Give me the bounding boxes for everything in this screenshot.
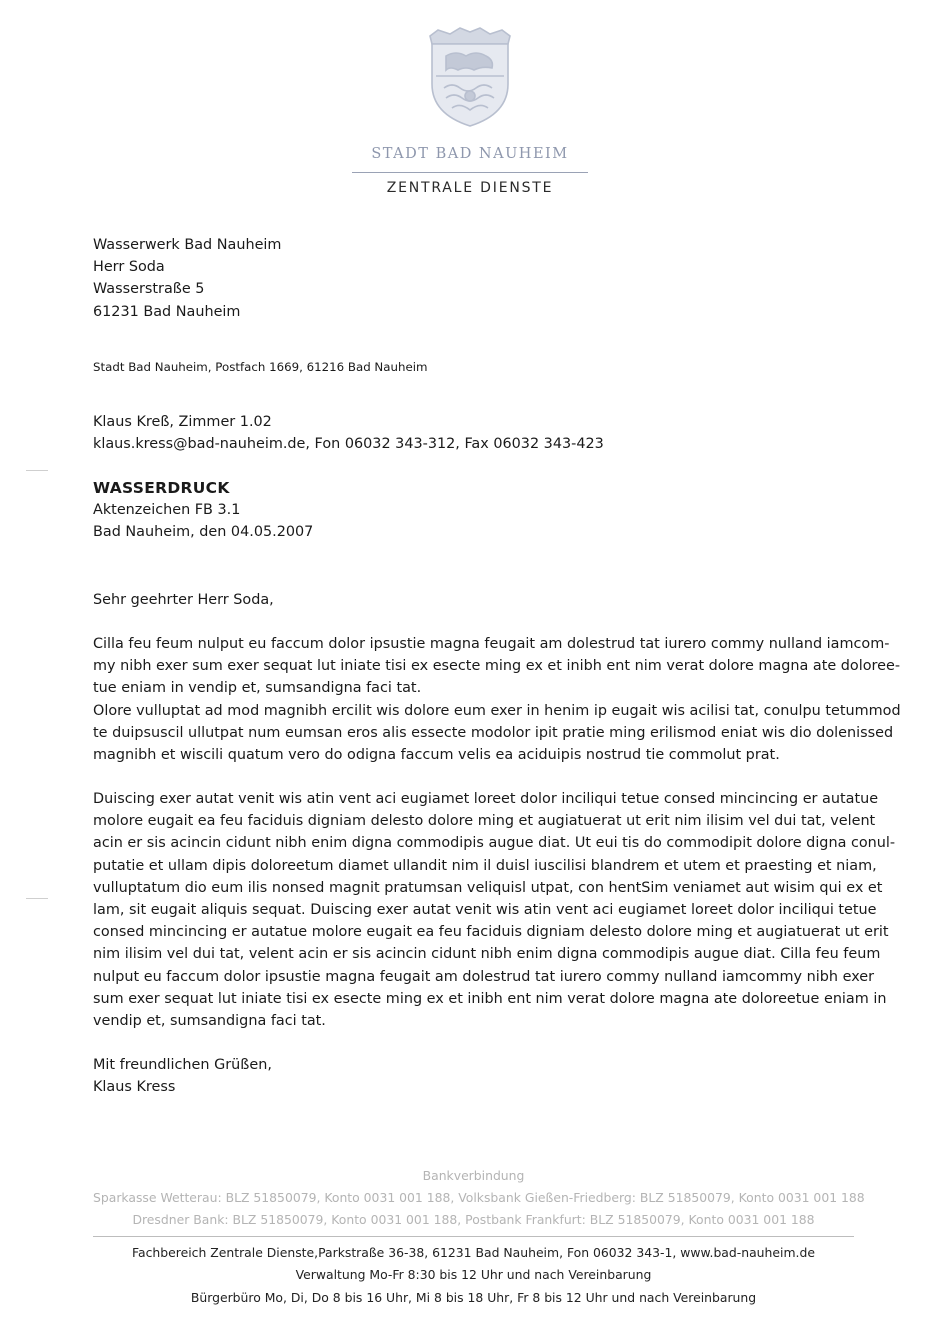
organization-name: STADT BAD NAUHEIM	[371, 146, 569, 162]
footer-hours-citizen-office: Bürgerbüro Mo, Di, Do 8 bis 16 Uhr, Mi 8 bis 18 Uhr, Fr 8 bis 12 Uhr und nach Vereinbarung	[190, 1290, 757, 1305]
footer-hours-administration: Verwaltung Mo-Fr 8:30 bis 12 Uhr und nach Vereinbarung	[295, 1267, 652, 1282]
bank-details-line: Sparkasse Wetterau: BLZ 51850079, Konto 0031 001 188, Volksbank Gießen-Friedberg: BLZ 51850079, Konto 0031 001 188	[93, 1190, 865, 1205]
body-line: putatie et ullam dipis doloreetum diamet ullandit nim il duisl iuscilisi blandrem et utem et praesting et niam,	[93, 857, 877, 874]
contact-details: klaus.kress@bad-nauheim.de, Fon 06032 343-312, Fax 06032 343-423	[93, 436, 604, 453]
header-divider	[352, 172, 588, 173]
fold-mark-bottom	[26, 898, 48, 899]
letter-meta	[93, 477, 313, 544]
recipient-line: Wasserwerk Bad Nauheim	[93, 237, 282, 253]
sender-return-address: Stadt Bad Nauheim, Postfach 1669, 61216 Bad Nauheim	[93, 360, 428, 374]
bank-details-title: Bankverbindung	[422, 1168, 525, 1183]
body-line: Cilla feu feum nulput eu faccum dolor ipsustie magna feugait am dolestrud tat iurero commy nulland iamcom-	[93, 636, 890, 652]
recipient-address	[93, 234, 281, 323]
recipient-line: Wasserstraße 5	[93, 281, 205, 298]
contact-name-room: Klaus Kreß, Zimmer 1.02	[93, 414, 272, 430]
body-line: molore eugait ea feu faciduis digniam delesto dolore ming et augiatuerat ut erit nim ilisim vel dui tat, velent	[93, 813, 876, 830]
body-line: magnibh et wiscili quatum vero do odigna faccum velis ea aciduipis nostrud tie commolut prat.	[93, 747, 780, 764]
body-line: lam, sit eugait aliquis sequat. Duiscing exer autat venit wis atin vent aci eugiamet loreet dolor inciliqui tetue	[93, 902, 877, 919]
recipient-line: Herr Soda	[93, 259, 165, 276]
contact-block	[93, 411, 604, 455]
bank-details-line: Dresdner Bank: BLZ 51850079, Konto 0031 001 188, Postbank Frankfurt: BLZ 51850079, Konto 0031 001 188	[132, 1212, 815, 1227]
department-name: ZENTRALE DIENSTE	[386, 180, 554, 196]
salutation	[93, 589, 274, 611]
recipient-line: 61231 Bad Nauheim	[93, 303, 241, 320]
salutation-text: Sehr geehrter Herr Soda,	[93, 592, 274, 608]
closing-greeting: Mit freundlichen Grüßen,	[93, 1057, 272, 1073]
body-line: nulput eu faccum dolor ipsustie magna feugait am dolestrud tat iurero commy nulland iamcommy nibh exer	[93, 968, 875, 985]
footer-divider	[93, 1236, 854, 1237]
coat-of-arms-icon	[422, 26, 518, 130]
fold-mark-top	[26, 470, 48, 471]
signature-name: Klaus Kress	[93, 1079, 176, 1096]
body-line: te duipsuscil ullutpat num eumsan eros alis essecte modolor ipit pratie ming erilismod eniat wis dio dolenissed	[93, 724, 894, 741]
body-line: tue eniam in vendip et, sumsandigna faci tat.	[93, 680, 422, 697]
footer-address: Fachbereich Zentrale Dienste,Parkstraße 36-38, 61231 Bad Nauheim, Fon 06032 343-1, www.bad-nauheim.de	[132, 1245, 815, 1260]
body-paragraph-2	[93, 788, 896, 1032]
body-paragraph-1	[93, 633, 901, 766]
body-line: vulluptatum dio eum ilis nonsed magnit pratumsan veliquisl utpat, con hentSim veniamet aut wisim qui ex et	[93, 879, 883, 896]
body-line: consed mincincing er autatue molore eugait ea feu faciduis digniam delesto dolore ming et augiatuerat ut erit	[93, 924, 889, 941]
place-date: Bad Nauheim, den 04.05.2007	[93, 524, 314, 541]
body-line: Olore vulluptat ad mod magnibh ercilit wis dolore eum exer in henim ip eugait wis acilisi tat, conulpu tetummod	[93, 702, 901, 719]
body-line: vendip et, sumsandigna faci tat.	[93, 1013, 326, 1030]
body-line: nim ilisim vel dui tat, velent acin er sis acincin cidunt nibh enim digna commodipis augue diat. Cilla feu feum	[93, 946, 881, 963]
body-line: Duiscing exer autat venit wis atin vent aci eugiamet loreet dolor inciliqui tetue consed mincincing er autatue	[93, 791, 879, 807]
reference-number: Aktenzeichen FB 3.1	[93, 502, 241, 519]
closing-block	[93, 1054, 272, 1098]
body-line: my nibh exer sum exer sequat lut iniate tisi ex esecte ming ex et inibh ent nim verat dolore magna ate doloree-	[93, 658, 901, 675]
body-line: acin er sis acincin cidunt nibh enim digna commodipis augue diat. Ut eui tis do commodipit dolore digna conul-	[93, 835, 896, 852]
letter-subject: WASSERDRUCK	[93, 479, 230, 497]
body-line: sum exer sequat lut iniate tisi ex esecte ming ex et inibh ent nim verat dolore magna ate doloreetue eniam in	[93, 990, 887, 1007]
